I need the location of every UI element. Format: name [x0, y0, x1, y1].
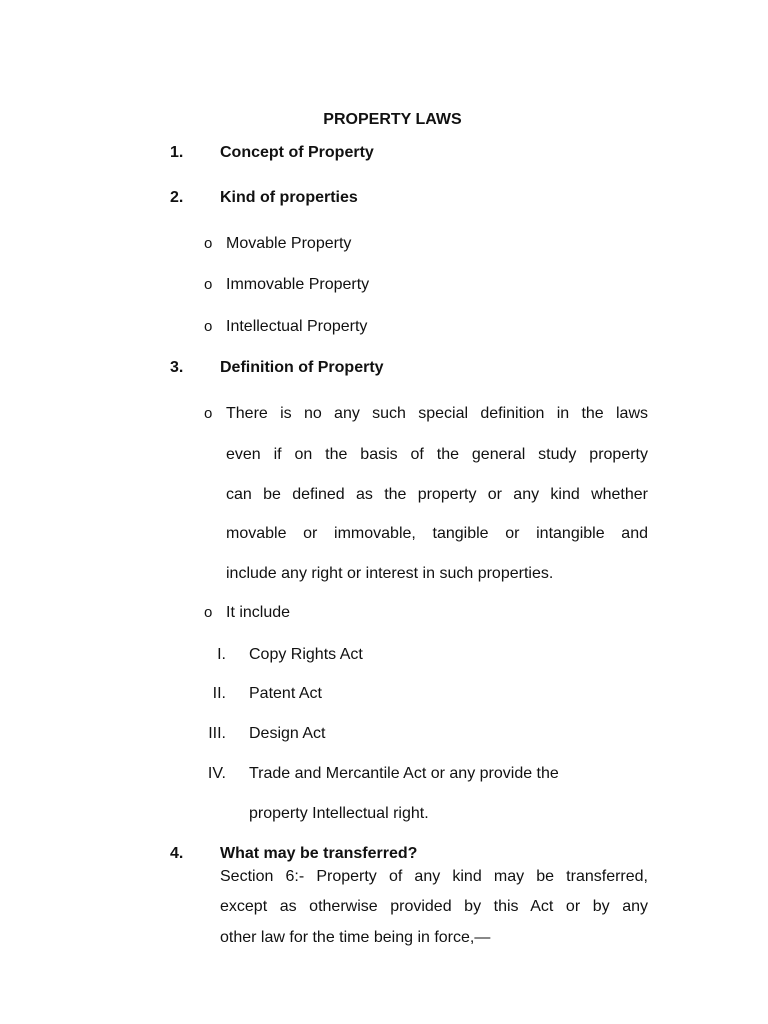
section-text-line: other law for the time being in force,— [220, 929, 491, 946]
roman-numeral: II. [212, 685, 226, 702]
bullet-marker: o [204, 318, 213, 335]
roman-item: Trade and Mercantile Act or any provide the [249, 765, 559, 782]
include-label: It include [226, 604, 291, 621]
section-number: 3. [170, 359, 184, 376]
section-heading-concept: Concept of Property [220, 144, 374, 161]
roman-numeral: III. [208, 725, 226, 742]
definition-line: even if on the basis of the general study property [226, 446, 648, 463]
section-text-line: Section 6:- Property of any kind may be transferred, [220, 868, 648, 885]
roman-item-continuation: property Intellectual right. [249, 805, 429, 822]
section-text-line: except as otherwise provided by this Act or by any [220, 898, 648, 915]
roman-item: Design Act [249, 725, 326, 742]
roman-numeral: IV. [207, 765, 226, 782]
section-number: 4. [170, 845, 184, 862]
list-item: Movable Property [226, 235, 352, 252]
section-heading-transfer: What may be transferred? [220, 845, 418, 862]
roman-item: Copy Rights Act [249, 646, 363, 663]
bullet-marker: o [204, 405, 213, 422]
definition-line: include any right or interest in such properties. [226, 565, 554, 582]
definition-line: can be defined as the property or any kind whether [226, 486, 648, 503]
bullet-marker: o [204, 604, 213, 621]
bullet-marker: o [204, 276, 213, 293]
bullet-marker: o [204, 235, 213, 252]
list-item: Intellectual Property [226, 318, 368, 335]
list-item: Immovable Property [226, 276, 370, 293]
section-number: 2. [170, 189, 184, 206]
section-heading-kinds: Kind of properties [220, 189, 358, 206]
definition-line: movable or immovable, tangible or intangible and [226, 525, 648, 542]
page-title: PROPERTY LAWS [323, 111, 462, 128]
roman-numeral: I. [217, 646, 226, 663]
section-heading-definition: Definition of Property [220, 359, 384, 376]
definition-line: There is no any such special definition in the laws [226, 405, 648, 422]
section-number: 1. [170, 144, 184, 161]
roman-item: Patent Act [249, 685, 322, 702]
